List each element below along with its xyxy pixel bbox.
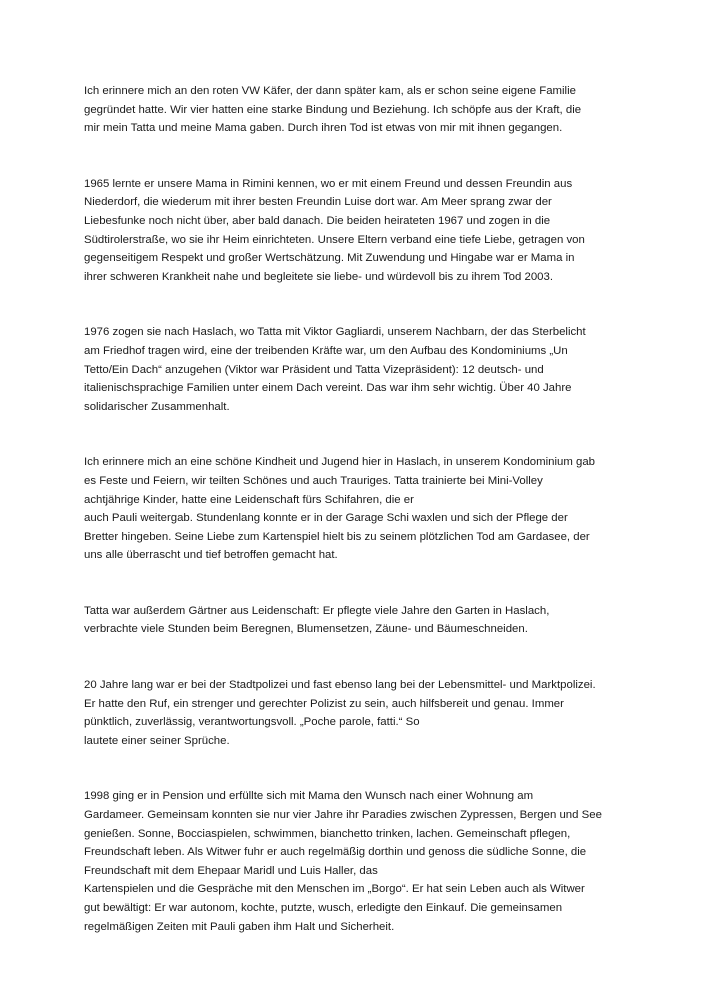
- text-line: 1965 lernte er unsere Mama in Rimini kennen, wo er mit einem Freund und dessen Freundin aus: [84, 177, 573, 190]
- text-line: gegenseitigem Respekt und großer Wertschätzung. Mit Zuwendung und Hingabe war er Mama in: [84, 252, 575, 265]
- text-line: pünktlich, zuverlässig, verantwortungsvoll. „Poche parole, fatti.“ So: [84, 716, 420, 729]
- paragraph-rimini-1965: [84, 175, 644, 287]
- text-line: Bretter hingeben. Seine Liebe zum Kartenspiel hielt bis zu seinem plötzlichen Tod am Gardasee, der: [84, 530, 590, 543]
- text-line: Tatta war außerdem Gärtner aus Leidenschaft: Er pflegte viele Jahre den Garten in Haslach,: [84, 604, 550, 617]
- text-line: Tetto/Ein Dach“ anzugehen (Viktor war Präsident und Tatta Vizepräsident): 12 deutsch- und: [84, 363, 544, 376]
- text-line: Ich erinnere mich an den roten VW Käfer, der dann später kam, als er schon seine eigene Familie: [84, 85, 576, 97]
- text-line: regelmäßigen Zeiten mit Pauli gaben ihm Halt und Sicherheit.: [84, 920, 395, 933]
- document-body: [84, 82, 644, 936]
- text-line: 1998 ging er in Pension und erfüllte sich mit Mama den Wunsch nach einer Wohnung am: [84, 790, 534, 803]
- text-line: Ich erinnere mich an eine schöne Kindheit und Jugend hier in Haslach, in unserem Kondominium gab: [84, 456, 595, 469]
- text-line: Gardameer. Gemeinsam konnten sie nur vier Jahre ihr Paradies zwischen Zypressen, Bergen und See: [84, 809, 602, 822]
- paragraph-vw-kaefer: [84, 82, 644, 138]
- paragraph-kindheit: [84, 453, 644, 565]
- text-line: Freundschaft mit dem Ehepaar Maridl und Luis Haller, das: [84, 864, 378, 877]
- text-line: ihrer schweren Krankheit nahe und begleitete sie liebe- und würdevoll bis zu ihrem Tod 2003.: [84, 270, 553, 283]
- text-line: 20 Jahre lang war er bei der Stadtpolizei und fast ebenso lang bei der Lebensmittel- und Marktpolizei.: [84, 679, 596, 692]
- paragraph-stadtpolizei: [84, 676, 644, 750]
- text-line: verbrachte viele Stunden beim Beregnen, Blumensetzen, Zäune- und Bäumeschneiden.: [84, 623, 528, 636]
- text-line: Niederdorf, die wiederum mit ihrer besten Freundin Luise dort war. Am Meer sprang zwar der: [84, 196, 552, 209]
- paragraph-haslach-1976: [84, 323, 644, 416]
- paragraph-pension-1998: [84, 787, 644, 936]
- text-line: gut bewältigt: Er war autonom, kochte, putzte, wusch, erledigte den Einkauf. Die gemeinsamen: [84, 902, 563, 914]
- text-line: Liebesfunke noch nicht über, aber bald danach. Die beiden heirateten 1967 und zogen in die: [84, 214, 551, 227]
- text-line: Er hatte den Ruf, ein strenger und gerechter Polizist zu sein, auch hilfsbereit und genau. Immer: [84, 697, 564, 710]
- text-line: gegründet hatte. Wir vier hatten eine starke Bindung und Beziehung. Ich schöpfe aus der Kraft, die: [84, 103, 582, 116]
- text-line: es Feste und Feiern, wir teilten Schönes und auch Trauriges. Tatta trainierte bei Mini-Volley: [84, 474, 543, 487]
- text-line: Kartenspielen und die Gespräche mit den Menschen im „Borgo“. Er hat sein Leben auch als Witwer: [84, 883, 585, 896]
- text-line: uns alle überrascht und tief betroffen gemacht hat.: [84, 549, 338, 562]
- text-line: achtjährige Kinder, hatte eine Leidenschaft fürs Schifahren, die er: [84, 493, 414, 506]
- text-line: italienischsprachige Familien unter einem Dach vereint. Das war ihm sehr wichtig. Über 40 Jahre: [84, 382, 572, 395]
- text-line: Freundschaft leben. Als Witwer fuhr er auch regelmäßig dorthin und genoss die südliche Sonne, die: [84, 846, 587, 859]
- text-line: am Friedhof tragen wird, eine der treibenden Kräfte war, um den Aufbau des Kondominiums „Un: [84, 344, 568, 357]
- text-line: mir mein Tatta und meine Mama gaben. Durch ihren Tod ist etwas von mir mit ihnen gegangen.: [84, 122, 563, 135]
- text-line: 1976 zogen sie nach Haslach, wo Tatta mit Viktor Gagliardi, unserem Nachbarn, der das Sterbelicht: [84, 326, 586, 339]
- text-line: Südtirolerstraße, wo sie ihr Heim einrichteten. Unsere Eltern verband eine tiefe Liebe, getragen von: [84, 233, 585, 246]
- text-line: auch Pauli weitergab. Stundenlang konnte er in der Garage Schi waxlen und sich der Pflege der: [84, 512, 568, 525]
- text-line: lautete einer seiner Sprüche.: [84, 734, 230, 747]
- text-line: solidarischer Zusammenhalt.: [84, 400, 230, 413]
- text-line: genießen. Sonne, Bocciaspielen, schwimmen, bianchetto trinken, lachen. Gemeinschaft pflegen,: [84, 827, 571, 840]
- paragraph-gaertner: [84, 602, 644, 639]
